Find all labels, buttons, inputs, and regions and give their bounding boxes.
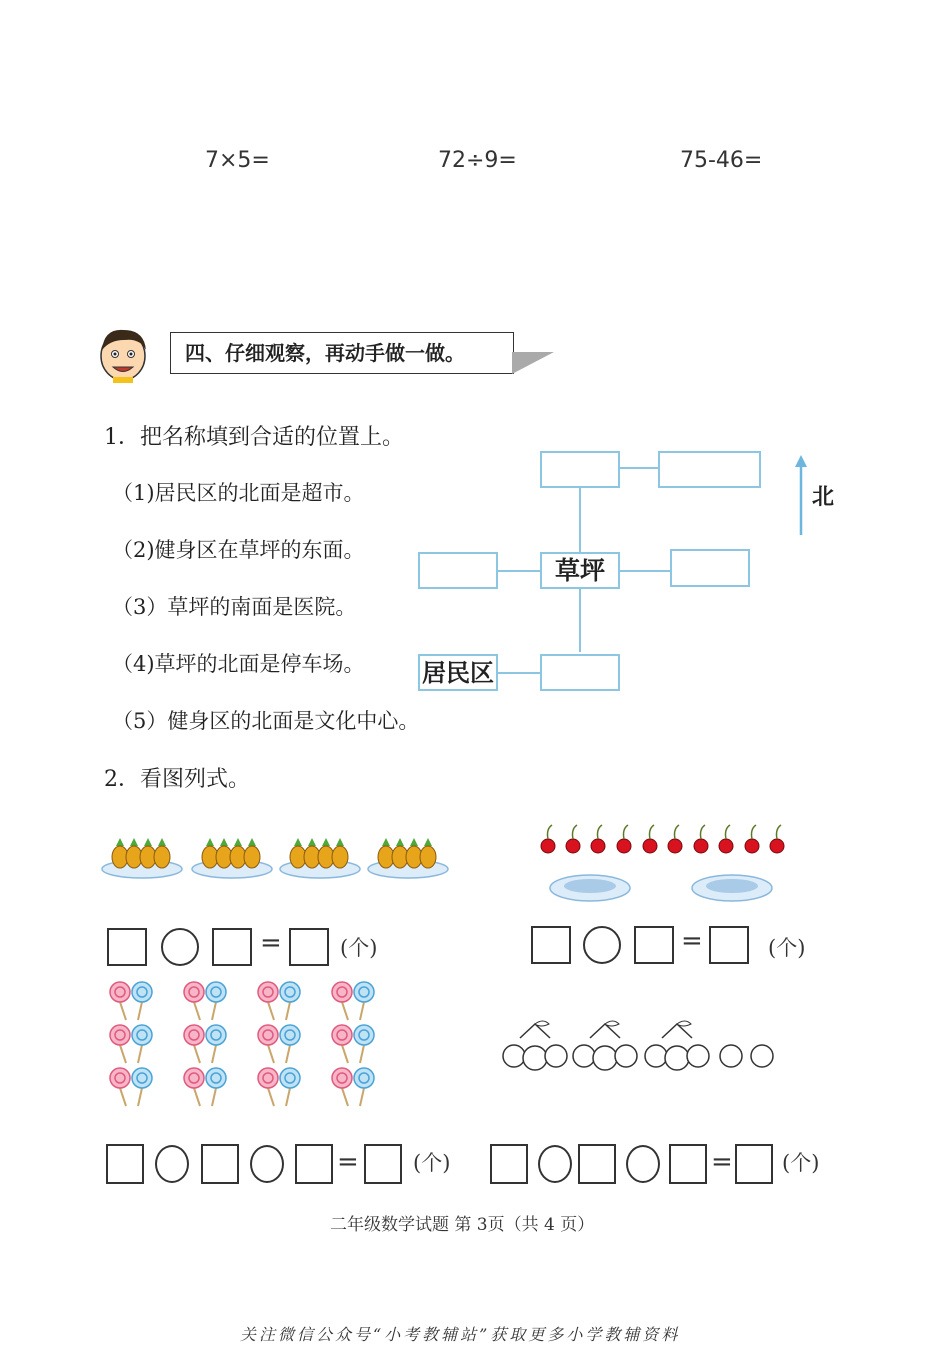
operator-circle[interactable] [538,1145,572,1183]
map-box-center: 草坪 [540,552,620,589]
answer-box[interactable] [107,928,147,966]
answer-box[interactable] [531,926,571,964]
q1-item-5: （5）健身区的北面是文化中心。 [112,709,420,733]
section-title-tail [512,352,554,374]
north-arrow-icon [792,455,810,537]
apple-groups-image [500,1018,780,1074]
bottom-note: 关注微信公众号“小考教辅站”获取更多小学教辅资料 [240,1325,681,1344]
q2-title: 2．看图列式。 [104,767,250,792]
q1-item-2: （2)健身区在草坪的东面。 [112,538,365,562]
q1-item-1: （1)居民区的北面是超市。 [112,481,365,505]
answer-box[interactable] [289,928,329,966]
equals-sign: = [260,928,282,958]
equals-sign: = [681,926,703,956]
answer-box[interactable] [295,1144,333,1184]
map-box-south[interactable] [540,654,620,691]
page-footer: 二年级数学试题 第 3页（共 4 页） [330,1215,595,1235]
map-box-northeast[interactable] [658,451,761,488]
answer-box[interactable] [578,1144,616,1184]
operator-circle[interactable] [155,1145,189,1183]
boy-face-icon [96,322,152,384]
calc-3: 75-46= [680,148,763,173]
equals-sign: = [711,1147,733,1177]
q1-title: 1．把名称填到合适的位置上。 [104,425,404,450]
answer-box[interactable] [490,1144,528,1184]
answer-box[interactable] [735,1144,773,1184]
answer-box[interactable] [106,1144,144,1184]
map-box-resident: 居民区 [418,654,498,691]
section-title: 四、仔细观察，再动手做一做。 [170,332,514,374]
unit-label: (个) [782,1151,820,1175]
operator-circle[interactable] [626,1145,660,1183]
unit-label: (个) [340,936,378,960]
answer-box[interactable] [364,1144,402,1184]
answer-box[interactable] [212,928,252,966]
answer-box[interactable] [669,1144,707,1184]
cherries-plates-image [536,822,790,906]
equals-sign: = [337,1147,359,1177]
answer-box[interactable] [709,926,749,964]
map-box-west[interactable] [418,552,498,589]
answer-box[interactable] [201,1144,239,1184]
q1-item-3: （3）草坪的南面是医院。 [112,595,357,619]
map-line [579,588,581,652]
map-line [496,570,540,572]
operator-circle[interactable] [250,1145,284,1183]
operator-circle[interactable] [583,926,621,964]
answer-box[interactable] [634,926,674,964]
lollipops-image [104,980,384,1108]
north-label: 北 [812,484,835,510]
map-box-east[interactable] [670,549,750,587]
map-line [496,672,540,674]
map-box-north[interactable] [540,451,620,488]
map-line [618,467,660,469]
pineapple-plates-image [100,836,452,884]
map-line [579,488,581,553]
unit-label: (个) [413,1151,451,1175]
calc-2: 72÷9= [438,148,517,173]
calc-1: 7×5= [205,148,270,173]
q1-item-4: （4)草坪的北面是停车场。 [112,652,365,676]
operator-circle[interactable] [161,928,199,966]
map-line [620,570,670,572]
unit-label: (个) [768,936,806,960]
